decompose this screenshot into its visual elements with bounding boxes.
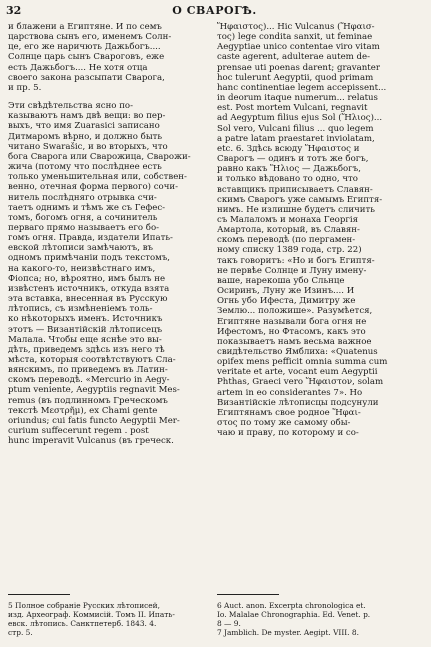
- text-line: Египтянамъ свое родное Ἥφαι-: [217, 407, 361, 418]
- footnote-line: изд. Археограф. Коммисій. Томъ II. Ипать-: [8, 610, 175, 619]
- text-line: лѣтопись, съ измѣненіемъ толь-: [8, 304, 153, 315]
- text-line: Aegyptiae unico contentae viro vitam: [217, 42, 380, 53]
- text-line: одномъ примѣчаніи подъ текстомъ,: [8, 253, 171, 264]
- footnotes-left: [8, 601, 208, 637]
- text-line: oriundus; cui fatis functo Aegyptii Mer-: [8, 415, 180, 426]
- left-paragraph-1: [8, 22, 208, 93]
- text-line: свидѣтельство Ямблиха: «Quatenus: [217, 347, 378, 357]
- text-line: мѣста, которыя соотвѣтствуютъ Сла-: [8, 355, 176, 365]
- text-line: Ἥφαιστος)... Hic Vulcanus (Ἥφαισ-: [217, 22, 375, 32]
- text-line: Дитмаромъ вѣрно, и должно быть: [8, 131, 163, 142]
- text-line: и блажени а Египтяне. И по семъ: [8, 22, 162, 32]
- text-line: est. Post mortem Vulcani, regnavit: [217, 103, 368, 114]
- footnote-line: стр. 5.: [8, 628, 33, 637]
- text-line: Малала. Чтобы еще яснѣе это вы-: [8, 334, 162, 345]
- text-line: Амартола, который, въ Славян-: [217, 225, 360, 236]
- text-line: hoc tulerunt Aegyptii, quod primam: [217, 72, 374, 83]
- text-line: съ Малаломъ и монаха Георгія: [217, 214, 359, 225]
- text-line: скомъ переводѣ (по пергамен-: [217, 235, 356, 246]
- text-line: читано Swarašic, и во вторыхъ, что: [8, 141, 168, 152]
- text-line: curium suffecerunt regem . post: [8, 426, 149, 437]
- text-line: Осиринъ, Луну же Изинъ.... И: [217, 286, 355, 297]
- text-line: ко нѣкоторыхъ именъ. Источникъ: [8, 314, 163, 325]
- text-line: caste agerent, adulterae autem de-: [217, 52, 371, 63]
- footnotes-right: [217, 601, 423, 637]
- right-paragraph-1: [217, 22, 423, 438]
- footnote-line: 7 Jamblich. De myster. Aegipt. VIII. 8.: [217, 628, 359, 637]
- text-line: на какого-то, неизвѣстнаго имъ,: [8, 263, 156, 274]
- text-line: жича (потому что послѣднее есть: [8, 162, 162, 173]
- page-number: 32: [6, 3, 22, 17]
- text-line: чаю и праву, по которому и со-: [217, 428, 359, 439]
- text-line: Сварогъ — одинъ и тотъ же богъ,: [217, 154, 369, 165]
- text-line: извѣстенъ источникъ, откуда взята: [8, 283, 170, 294]
- right-column: [217, 22, 423, 438]
- text-line: Эти свѣдѣтельства ясно по-: [8, 101, 134, 112]
- footnote-rule-left: [8, 594, 70, 595]
- text-line: текстѣ Μεστρῆμ), ex Chami gente: [8, 405, 158, 416]
- text-line: скомъ переводѣ. «Mercurio in Aegy-: [8, 375, 170, 386]
- text-line: artem in eo considerantes 7». Но: [217, 387, 363, 398]
- text-line: hunc imperavit Vulcanus (въ греческ.: [8, 436, 174, 447]
- text-line: hanc continentiae legem accepissent...: [217, 82, 387, 93]
- text-line: ваше, нарекоша убо Сльнце: [217, 275, 345, 286]
- footnote-line: 5 Полное собраніе Русских лѣтописей,: [8, 601, 160, 610]
- footnote-rule-right: [217, 594, 279, 595]
- text-line: etc. 6. Здѣсь всюду Ἥφαιστος и: [217, 143, 360, 154]
- text-line: эта вставка, внесенная въ Русскую: [8, 294, 168, 305]
- text-line: Солнце царь сынъ Свароговъ, еже: [8, 52, 165, 63]
- text-line: только уменьшительная или, собствен-: [8, 172, 187, 183]
- text-line: томъ, богомъ огня, а сочинитель: [8, 212, 158, 223]
- text-line: вставщикъ приписываетъ Славян-: [217, 184, 373, 195]
- text-line: Землю... положише». Разумѣется,: [217, 306, 373, 317]
- text-line: Византійскіе лѣтописцы подсунули: [217, 397, 379, 408]
- text-line: τος) lege condita sanxit, ut feminae: [217, 32, 373, 43]
- text-line: Ифестомъ, но Фтасомъ, какъ это: [217, 326, 366, 337]
- text-line: στος по тому же самому обы-: [217, 418, 351, 429]
- running-title: О СВАРОГѢ.: [172, 3, 257, 17]
- text-line: ptum veniente, Aegyptiis regnavit Mes-: [8, 385, 180, 396]
- text-line: и пр. 5.: [8, 82, 42, 93]
- text-line: бога Сварога или Сварожица, Сварожи-: [8, 151, 191, 162]
- text-line: казываютъ намъ двѣ вещи: во пер-: [8, 111, 166, 122]
- text-line: и только вѣдовано то одно, что: [217, 174, 358, 185]
- footnote-line: 8 — 9.: [217, 619, 241, 628]
- text-line: не первѣе Солнце и Луну имену-: [217, 265, 367, 276]
- text-line: перваго прямо называетъ его бо-: [8, 222, 160, 233]
- text-line: in deorum itaque numerum... relatus: [217, 93, 378, 104]
- text-line: своего закона разсыпати Сварога,: [8, 72, 165, 83]
- text-line: такъ говоритъ: «Но и богъ Египтя-: [217, 255, 375, 266]
- footnote-line: евск. лѣтопись. Санктпетерб. 1843. 4.: [8, 619, 157, 628]
- footnote-line: Io. Malalae Chronographia. Ed. Venet. p.: [217, 610, 371, 619]
- text-line: Египтяне называли бога огня не: [217, 316, 367, 327]
- text-line: таетъ однимъ и тѣмъ же съ Гефес-: [8, 202, 166, 213]
- text-line: царствова сынъ его, именемъ Солн-: [8, 32, 172, 43]
- text-line: выхъ, что имя Zuarasici записано: [8, 121, 160, 132]
- page-header: [6, 3, 423, 17]
- footnote-line: 6 Auct. anon. Excerpta chronologica et.: [217, 601, 366, 610]
- text-line: a patre latam praestaret inviolatam,: [217, 133, 375, 144]
- text-line: нитель послѣдняго отрывка счи-: [8, 192, 157, 203]
- text-line: скимъ Сварогъ уже самымъ Египтя-: [217, 194, 383, 205]
- text-line: этотъ — Византійскій лѣтописецъ: [8, 324, 163, 335]
- text-line: вянскимъ, по приведемъ въ Латин-: [8, 365, 168, 376]
- text-line: дѣть, приведемъ здѣсь изъ него тѣ: [8, 344, 165, 355]
- text-line: нимъ. Не излишне будетъ сличить: [217, 204, 375, 215]
- text-line: prensae uti poenas darent; gravanter: [217, 62, 380, 73]
- left-paragraph-2: [8, 101, 208, 446]
- text-line: есть Дажьбогъ.... Не хотя отца: [8, 62, 148, 73]
- text-line: Sol vero, Vulcani filius ... quo legem: [217, 123, 374, 134]
- text-line: remus (въ подлинномъ Греческомъ: [8, 395, 168, 406]
- text-line: Фіопса; но, вѣроятно, имъ былъ не: [8, 273, 166, 284]
- text-line: veritate et arte, vocant eum Aegyptii: [217, 367, 378, 378]
- text-line: Phthas, Graeci vero Ἥφαιστον, solam: [217, 377, 384, 388]
- text-line: показываетъ намъ весьма важное: [217, 336, 372, 347]
- text-line: Огнь убо Ифеста, Димитру же: [217, 296, 356, 307]
- text-line: opifex mens pefficit omnia summa cum: [217, 357, 388, 368]
- text-line: ad Aegyptum filius ejus Sol (Ἥλιος)...: [217, 113, 383, 124]
- text-line: равно какъ Ἥλιος — Дажьбогъ,: [217, 164, 361, 175]
- text-line: евской лѣтописи замѣчаютъ, въ: [8, 243, 153, 254]
- left-column: [8, 22, 208, 446]
- text-line: гомъ огня. Правда, издатели Ипать-: [8, 233, 173, 244]
- text-line: це, его же наричють Дажьбогъ....: [8, 42, 161, 53]
- text-line: венно, отечная форма первого) сочи-: [8, 182, 179, 193]
- text-line: ному списку 1389 года, стр. 22): [217, 245, 362, 256]
